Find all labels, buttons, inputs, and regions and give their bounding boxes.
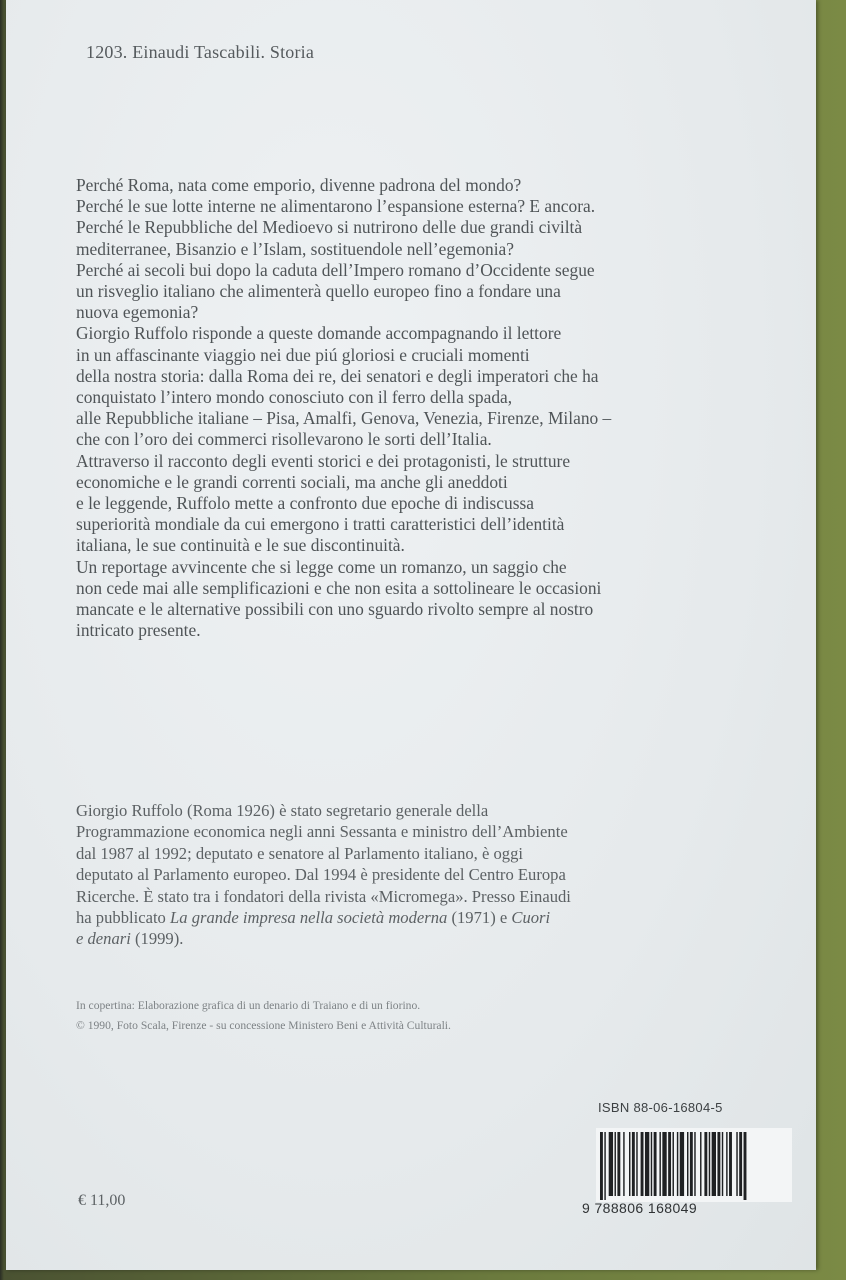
barcode-digits: 9 788806 168049 [582,1200,697,1216]
credit-line: © 1990, Foto Scala, Firenze - su concessione Ministero Beni e Attività Culturali. [76,1019,451,1032]
author-bio [76,800,806,950]
book-title: Cuori [511,908,551,928]
bio-line [76,928,806,949]
blurb-line: Perché le sue lotte interne ne alimentarono l’espansione esterna? E ancora. [76,196,596,217]
bio-text: (1999). [130,929,184,949]
blurb-line: Un reportage avvincente che si legge come un romanzo, un saggio che [76,556,567,577]
blurb-line: che con l’oro dei commerci risollevarono le sorti dell’Italia. [76,429,492,450]
blurb-line: economiche e le grandi correnti sociali, ma anche gli aneddoti [76,471,508,492]
barcode-image [596,1128,792,1202]
blurb-line: in un affascinante viaggio nei due piú gloriosi e cruciali momenti [76,344,530,365]
blurb-line: alle Repubbliche italiane – Pisa, Amalfi, Genova, Venezia, Firenze, Milano – [76,408,612,429]
series-title: 1203. Einaudi Tascabili. Storia [86,42,315,62]
bio-line: Ricerche. È stato tra i fondatori della rivista «Micromega». Presso Einaudi [76,886,571,906]
blurb-line: della nostra storia: dalla Roma dei re, dei senatori e degli imperatori che ha [76,365,599,386]
blurb-line: Giorgio Ruffolo risponde a queste domande accompagnando il lettore [76,323,562,344]
blurb-line: un risveglio italiano che alimenterà quello europeo fino a fondare una [76,281,561,302]
isbn-label: ISBN 88-06-16804-5 [598,1100,723,1115]
bio-line [76,907,806,928]
blurb-line: italiana, le sue continuità e le sue discontinuità. [76,535,405,556]
book-title: e denari [76,929,131,949]
price-label: € 11,00 [78,1192,126,1209]
bio-line: dal 1987 al 1992; deputato e senatore al Parlamento italiano, è oggi [76,843,523,863]
blurb-line: superiorità mondiale da cui emergono i tratti caratteristici dell’identità [76,514,565,535]
blurb-text [76,175,806,641]
credit-line: In copertina: Elaborazione grafica di un denario di Traiano e di un fiorino. [76,999,421,1012]
book-back-cover [6,0,816,1270]
bio-line: Programmazione economica negli anni Sessanta e ministro dell’Ambiente [76,822,568,842]
blurb-line: mediterranee, Bisanzio e l’Islam, sostituendole nell’egemonia? [76,238,514,259]
bio-line: deputato al Parlamento europeo. Dal 1994 è presidente del Centro Europa [76,865,566,885]
blurb-line: Attraverso il racconto degli eventi storici e dei protagonisti, le strutture [76,450,571,471]
bio-line: Giorgio Ruffolo (Roma 1926) è stato segretario generale della [76,801,489,820]
blurb-line: Perché ai secoli bui dopo la caduta dell’Impero romano d’Occidente segue [76,259,595,280]
blurb-line: mancate e le alternative possibili con uno sguardo rivolto sempre al nostro [76,599,594,620]
cover-credits [76,996,716,1036]
blurb-line: e le leggende, Ruffolo mette a confronto due epoche di indiscussa [76,493,534,514]
blurb-line: non cede mai alle semplificazioni e che non esita a sottolineare le occasioni [76,577,602,598]
blurb-line: nuova egemonia? [76,302,199,323]
blurb-line: intricato presente. [76,620,201,641]
blurb-line: conquistato l’intero mondo conosciuto con il ferro della spada, [76,387,513,408]
blurb-line: Perché Roma, nata come emporio, divenne padrona del mondo? [76,175,522,195]
blurb-line: Perché le Repubbliche del Medioevo si nutrirono delle due grandi civiltà [76,217,583,238]
bio-text: ha pubblicato [76,908,171,928]
book-title: La grande impresa nella società moderna [170,908,448,928]
bio-text: (1971) e [447,908,512,928]
